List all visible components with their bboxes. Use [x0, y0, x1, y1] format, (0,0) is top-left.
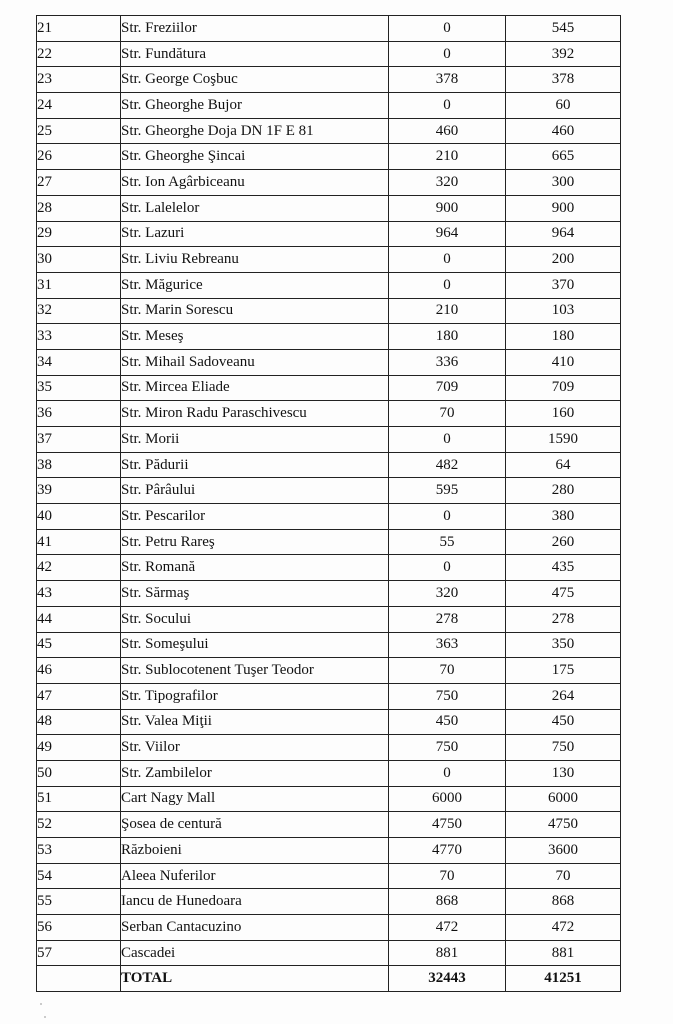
table-row: [37, 298, 621, 324]
street-name-cell: Str. Gheorghe Doja DN 1F E 81: [121, 118, 389, 144]
row-number-cell: 22: [37, 41, 121, 67]
value-2-cell: 435: [506, 555, 621, 581]
value-1-cell: 482: [389, 452, 506, 478]
value-2-cell: 64: [506, 452, 621, 478]
row-number-cell: 33: [37, 324, 121, 350]
row-number-cell: 56: [37, 915, 121, 941]
row-number-cell: 40: [37, 504, 121, 530]
table-row: [37, 709, 621, 735]
value-1-cell: 0: [389, 760, 506, 786]
value-1-cell: 595: [389, 478, 506, 504]
table-row: [37, 735, 621, 761]
street-name-cell: Str. Pârâului: [121, 478, 389, 504]
value-1-cell: 0: [389, 272, 506, 298]
streets-table: [36, 15, 621, 992]
value-2-cell: 900: [506, 195, 621, 221]
row-number-cell: 23: [37, 67, 121, 93]
table-row: [37, 581, 621, 607]
street-name-cell: Str. Lalelelor: [121, 195, 389, 221]
value-1-cell: 70: [389, 658, 506, 684]
street-name-cell: Str. Pescarilor: [121, 504, 389, 530]
street-name-cell: Str. Lazuri: [121, 221, 389, 247]
row-number-cell: 32: [37, 298, 121, 324]
table-row: [37, 221, 621, 247]
table-row: [37, 324, 621, 350]
row-number-cell: 47: [37, 683, 121, 709]
street-name-cell: Aleea Nuferilor: [121, 863, 389, 889]
value-2-cell: 130: [506, 760, 621, 786]
table-row: [37, 812, 621, 838]
value-1-cell: 709: [389, 375, 506, 401]
street-name-cell: Str. Miron Radu Paraschivescu: [121, 401, 389, 427]
street-name-cell: Str. Mircea Eliade: [121, 375, 389, 401]
value-2-cell: 60: [506, 93, 621, 119]
row-number-cell: 55: [37, 889, 121, 915]
value-2-cell: 868: [506, 889, 621, 915]
value-2-cell: 472: [506, 915, 621, 941]
street-name-cell: Str. Freziilor: [121, 16, 389, 42]
value-1-cell: 0: [389, 427, 506, 453]
street-name-cell: Str. George Coşbuc: [121, 67, 389, 93]
street-name-cell: Str. Tipografilor: [121, 683, 389, 709]
street-name-cell: Str. Gheorghe Şincai: [121, 144, 389, 170]
value-2-cell: 160: [506, 401, 621, 427]
row-number-cell: 24: [37, 93, 121, 119]
value-2-cell: 410: [506, 349, 621, 375]
table-row: [37, 632, 621, 658]
street-name-cell: Cart Nagy Mall: [121, 786, 389, 812]
value-2-cell: 280: [506, 478, 621, 504]
value-1-cell: 460: [389, 118, 506, 144]
value-2-cell: 200: [506, 247, 621, 273]
table-row: [37, 16, 621, 42]
table-row: [37, 529, 621, 555]
row-number-cell: 51: [37, 786, 121, 812]
street-name-cell: Str. Valea Miţii: [121, 709, 389, 735]
street-name-cell: Str. Romană: [121, 555, 389, 581]
table-row: [37, 349, 621, 375]
table-row: [37, 247, 621, 273]
value-1-cell: 900: [389, 195, 506, 221]
street-name-cell: Str. Mihail Sadoveanu: [121, 349, 389, 375]
street-name-cell: Str. Sublocotenent Tuşer Teodor: [121, 658, 389, 684]
value-1-cell: 70: [389, 401, 506, 427]
street-name-cell: Str. Liviu Rebreanu: [121, 247, 389, 273]
street-name-cell: Str. Pădurii: [121, 452, 389, 478]
value-1-cell: 0: [389, 247, 506, 273]
street-name-cell: Şosea de centură: [121, 812, 389, 838]
table-row: [37, 555, 621, 581]
street-name-cell: Str. Petru Rareş: [121, 529, 389, 555]
street-name-cell: Str. Gheorghe Bujor: [121, 93, 389, 119]
row-number-cell: 26: [37, 144, 121, 170]
value-2-cell: 750: [506, 735, 621, 761]
total-row: [37, 966, 621, 992]
value-1-cell: 180: [389, 324, 506, 350]
row-number-cell: 34: [37, 349, 121, 375]
table-row: [37, 940, 621, 966]
value-2-cell: 278: [506, 606, 621, 632]
scan-speck: [44, 1016, 46, 1018]
value-1-cell: 750: [389, 735, 506, 761]
street-name-cell: Str. Fundătura: [121, 41, 389, 67]
table-row: [37, 427, 621, 453]
value-1-cell: 868: [389, 889, 506, 915]
table-row: [37, 658, 621, 684]
value-2-cell: 103: [506, 298, 621, 324]
row-number-cell: 30: [37, 247, 121, 273]
value-2-cell: 3600: [506, 838, 621, 864]
value-1-cell: 210: [389, 144, 506, 170]
table-row: [37, 118, 621, 144]
row-number-cell: 39: [37, 478, 121, 504]
value-2-cell: 350: [506, 632, 621, 658]
row-number-cell: 36: [37, 401, 121, 427]
table-row: [37, 915, 621, 941]
row-number-cell: 57: [37, 940, 121, 966]
street-name-cell: TOTAL: [121, 966, 389, 992]
value-1-cell: 964: [389, 221, 506, 247]
row-number-cell: 41: [37, 529, 121, 555]
table-row: [37, 606, 621, 632]
street-name-cell: Str. Sărmaş: [121, 581, 389, 607]
value-1-cell: 472: [389, 915, 506, 941]
value-1-cell: 0: [389, 555, 506, 581]
value-1-cell: 336: [389, 349, 506, 375]
value-2-cell: 1590: [506, 427, 621, 453]
row-number-cell: 44: [37, 606, 121, 632]
street-name-cell: Str. Socului: [121, 606, 389, 632]
value-1-cell: 450: [389, 709, 506, 735]
street-name-cell: Iancu de Hunedoara: [121, 889, 389, 915]
row-number-cell: 31: [37, 272, 121, 298]
value-2-cell: 300: [506, 170, 621, 196]
street-name-cell: Str. Viilor: [121, 735, 389, 761]
table-row: [37, 889, 621, 915]
row-number-cell: 25: [37, 118, 121, 144]
table-row: [37, 93, 621, 119]
row-number-cell: 43: [37, 581, 121, 607]
value-2-cell: 175: [506, 658, 621, 684]
value-2-cell: 180: [506, 324, 621, 350]
value-1-cell: 6000: [389, 786, 506, 812]
table-row: [37, 863, 621, 889]
table-row: [37, 504, 621, 530]
table-body: [37, 16, 621, 992]
row-number-cell: 35: [37, 375, 121, 401]
row-number-cell: 29: [37, 221, 121, 247]
street-name-cell: Str. Meseş: [121, 324, 389, 350]
value-1-cell: 0: [389, 16, 506, 42]
row-number-cell: 50: [37, 760, 121, 786]
value-2-cell: 6000: [506, 786, 621, 812]
value-1-cell: 320: [389, 170, 506, 196]
table-row: [37, 41, 621, 67]
value-1-cell: 278: [389, 606, 506, 632]
table-row: [37, 144, 621, 170]
street-name-cell: Str. Morii: [121, 427, 389, 453]
value-2-cell: 460: [506, 118, 621, 144]
value-2-cell: 545: [506, 16, 621, 42]
row-number-cell: 49: [37, 735, 121, 761]
value-1-cell: 70: [389, 863, 506, 889]
value-2-cell: 70: [506, 863, 621, 889]
row-number-cell: 48: [37, 709, 121, 735]
table-row: [37, 170, 621, 196]
table-row: [37, 760, 621, 786]
value-2-cell: 260: [506, 529, 621, 555]
value-1-cell: 320: [389, 581, 506, 607]
table-row: [37, 838, 621, 864]
value-2-cell: 450: [506, 709, 621, 735]
street-name-cell: Str. Zambilelor: [121, 760, 389, 786]
scan-speck: [40, 1003, 42, 1005]
street-name-cell: Cascadei: [121, 940, 389, 966]
value-1-cell: 210: [389, 298, 506, 324]
value-1-cell: 0: [389, 41, 506, 67]
row-number-cell: 37: [37, 427, 121, 453]
value-1-cell: 0: [389, 93, 506, 119]
row-number-cell: 42: [37, 555, 121, 581]
street-name-cell: Str. Măgurice: [121, 272, 389, 298]
street-name-cell: Serban Cantacuzino: [121, 915, 389, 941]
table-row: [37, 786, 621, 812]
value-1-cell: 55: [389, 529, 506, 555]
row-number-cell: [37, 966, 121, 992]
value-2-cell: 964: [506, 221, 621, 247]
value-2-cell: 665: [506, 144, 621, 170]
value-2-cell: 709: [506, 375, 621, 401]
value-2-cell: 475: [506, 581, 621, 607]
row-number-cell: 21: [37, 16, 121, 42]
table-row: [37, 195, 621, 221]
value-2-cell: 4750: [506, 812, 621, 838]
value-1-cell: 0: [389, 504, 506, 530]
value-1-cell: 750: [389, 683, 506, 709]
table-row: [37, 478, 621, 504]
value-2-cell: 370: [506, 272, 621, 298]
table-row: [37, 452, 621, 478]
row-number-cell: 54: [37, 863, 121, 889]
value-2-cell: 378: [506, 67, 621, 93]
row-number-cell: 38: [37, 452, 121, 478]
row-number-cell: 53: [37, 838, 121, 864]
value-1-cell: 4770: [389, 838, 506, 864]
value-2-cell: 41251: [506, 966, 621, 992]
table-row: [37, 67, 621, 93]
table-row: [37, 375, 621, 401]
street-name-cell: Str. Ion Agârbiceanu: [121, 170, 389, 196]
table-row: [37, 683, 621, 709]
row-number-cell: 45: [37, 632, 121, 658]
value-1-cell: 363: [389, 632, 506, 658]
table-row: [37, 272, 621, 298]
street-name-cell: Războieni: [121, 838, 389, 864]
table-row: [37, 401, 621, 427]
street-name-cell: Str. Someşului: [121, 632, 389, 658]
value-2-cell: 380: [506, 504, 621, 530]
row-number-cell: 52: [37, 812, 121, 838]
value-1-cell: 378: [389, 67, 506, 93]
row-number-cell: 28: [37, 195, 121, 221]
value-2-cell: 881: [506, 940, 621, 966]
row-number-cell: 46: [37, 658, 121, 684]
value-2-cell: 264: [506, 683, 621, 709]
row-number-cell: 27: [37, 170, 121, 196]
value-1-cell: 32443: [389, 966, 506, 992]
street-name-cell: Str. Marin Sorescu: [121, 298, 389, 324]
value-1-cell: 881: [389, 940, 506, 966]
value-1-cell: 4750: [389, 812, 506, 838]
value-2-cell: 392: [506, 41, 621, 67]
